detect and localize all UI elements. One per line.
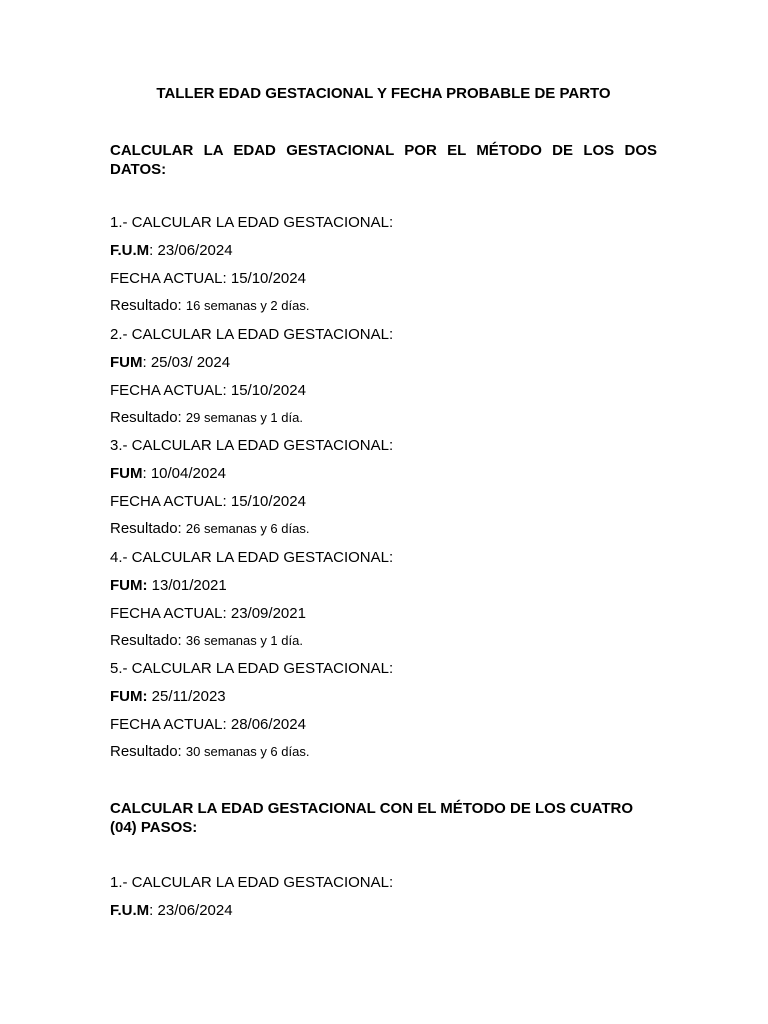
result-value: 36 semanas y 1 día. <box>185 633 303 649</box>
result-line <box>110 297 657 315</box>
fum-line <box>110 242 657 260</box>
current-date-line: FECHA ACTUAL: 28/06/2024 <box>110 715 306 733</box>
result-value: 30 semanas y 6 días. <box>185 744 310 760</box>
exercise-prompt: 3.- CALCULAR LA EDAD GESTACIONAL: <box>110 437 394 454</box>
result-label: Resultado: <box>110 409 186 427</box>
fum-value: : 23/06/2024 <box>149 241 233 259</box>
result-line <box>110 632 657 650</box>
exercise-prompt: 5.- CALCULAR LA EDAD GESTACIONAL: <box>110 660 394 677</box>
fum-line <box>110 688 657 706</box>
exercise-prompt: 1.- CALCULAR LA EDAD GESTACIONAL: <box>110 214 394 231</box>
result-value: 29 semanas y 1 día. <box>185 410 303 426</box>
current-date-line: FECHA ACTUAL: 15/10/2024 <box>110 381 306 399</box>
result-label: Resultado: <box>110 632 186 650</box>
exercise-prompt: 4.- CALCULAR LA EDAD GESTACIONAL: <box>110 549 394 566</box>
exercise-2 <box>110 326 657 427</box>
current-date-line: FECHA ACTUAL: 15/10/2024 <box>110 492 306 510</box>
fum-label: FUM: <box>110 687 148 705</box>
result-line <box>110 409 657 427</box>
fum-label: F.U.M <box>110 901 150 919</box>
exercise-5 <box>110 660 657 761</box>
fum-line <box>110 465 657 483</box>
section-heading-line-1: CALCULAR LA EDAD GESTACIONAL CON EL MÉTODO DE LOS CUATRO <box>110 800 634 817</box>
result-line <box>110 520 657 538</box>
fum-value: : 10/04/2024 <box>142 464 226 482</box>
fum-label: FUM <box>110 464 143 482</box>
fum-value: 25/11/2023 <box>147 687 226 705</box>
result-value: 16 semanas y 2 días. <box>185 298 310 314</box>
fum-line <box>110 354 657 372</box>
exercise-prompt: 2.- CALCULAR LA EDAD GESTACIONAL: <box>110 326 394 343</box>
result-value: 26 semanas y 6 días. <box>185 521 310 537</box>
exercise-prompt: 1.- CALCULAR LA EDAD GESTACIONAL: <box>110 874 394 891</box>
fum-value: : 25/03/ 2024 <box>142 353 231 371</box>
fum-value: : 23/06/2024 <box>149 901 233 919</box>
section-heading-two-data-method: CALCULAR LA EDAD GESTACIONAL POR EL MÉTODO DE LOS DOS DATOS: <box>110 142 657 178</box>
document-title: TALLER EDAD GESTACIONAL Y FECHA PROBABLE DE PARTO <box>156 85 611 102</box>
fum-label: FUM <box>110 353 143 371</box>
section-heading-four-steps-method <box>110 799 657 837</box>
result-label: Resultado: <box>110 520 186 538</box>
fum-label: F.U.M <box>110 241 150 259</box>
result-label: Resultado: <box>110 743 186 761</box>
exercise-4 <box>110 549 657 650</box>
fum-value: 13/01/2021 <box>147 576 227 594</box>
fum-label: FUM: <box>110 576 148 594</box>
fum-line <box>110 902 657 920</box>
section-heading-line-2: (04) PASOS: <box>110 819 198 836</box>
exercise-3 <box>110 437 657 538</box>
current-date-line: FECHA ACTUAL: 23/09/2021 <box>110 604 306 622</box>
result-line <box>110 743 657 761</box>
current-date-line: FECHA ACTUAL: 15/10/2024 <box>110 269 306 287</box>
result-label: Resultado: <box>110 297 186 315</box>
fum-line <box>110 577 657 595</box>
exercise-1 <box>110 214 657 315</box>
four-step-exercise-1 <box>110 874 657 920</box>
